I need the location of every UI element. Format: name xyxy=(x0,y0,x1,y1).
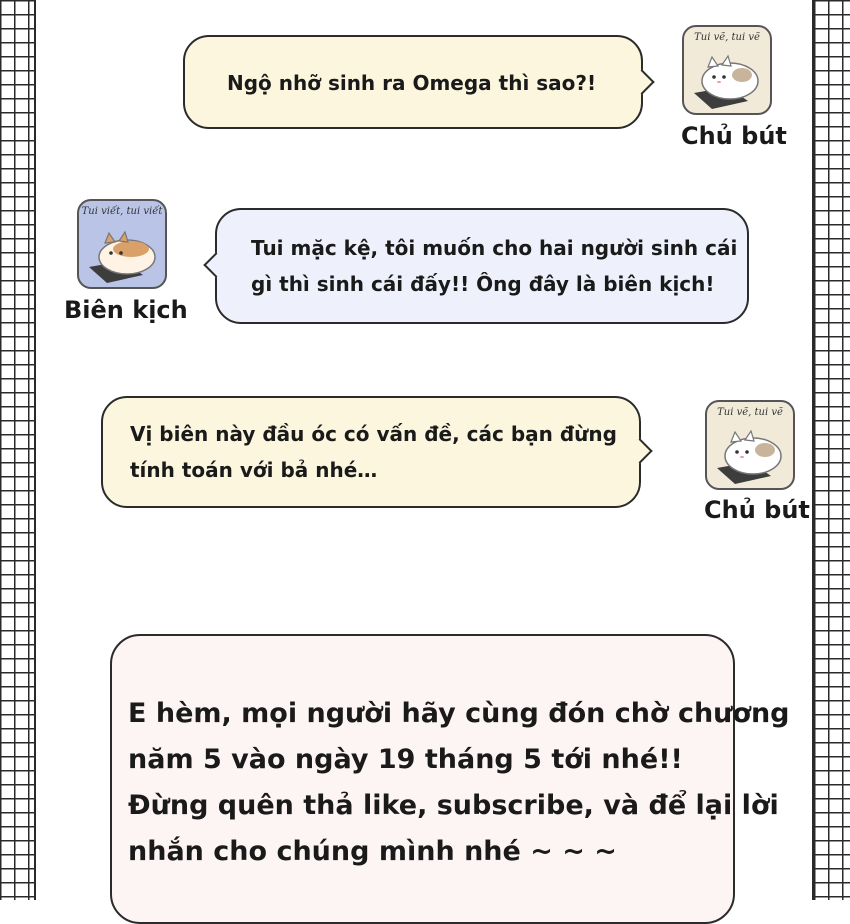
cat-on-laptop-icon xyxy=(713,424,789,486)
announcement-line: E hèm, mọi người hãy cùng đón chờ chương xyxy=(128,698,790,729)
cat-on-laptop-icon xyxy=(690,49,766,111)
announcement-line: Đừng quên thả like, subscribe, và để lại lời xyxy=(128,790,779,821)
message-line: tính toán với bả nhé… xyxy=(130,458,378,482)
avatar-bien-kich xyxy=(77,199,167,289)
bubble-tail xyxy=(627,438,652,463)
avatar-caption: Tui vẽ, tui vẽ xyxy=(717,407,783,418)
message-line: gì thì sinh cái đấy!! Ông đây là biên kịch! xyxy=(251,272,715,296)
speaker-name: Chủ bút xyxy=(681,122,787,150)
speaker-name: Biên kịch xyxy=(64,296,188,324)
announcement-line: năm 5 vào ngày 19 tháng 5 tới nhé!! xyxy=(128,744,683,775)
avatar-caption: Tui vẽ, tui vẽ xyxy=(694,32,760,43)
avatar-chu-but xyxy=(682,25,772,115)
chat-bubble-3 xyxy=(101,396,641,508)
message-line: Vị biên này đầu óc có vấn đề, các bạn đừng xyxy=(130,422,617,446)
announcement-line: nhắn cho chúng mình nhé ~ ~ ~ xyxy=(128,836,617,867)
bubble-tail xyxy=(203,252,228,277)
message-line: Tui mặc kệ, tôi muốn cho hai người sinh cái xyxy=(251,236,738,260)
avatar-caption: Tui viết, tui viết xyxy=(81,206,163,217)
grid-border-right xyxy=(812,0,850,900)
avatar-chu-but xyxy=(705,400,795,490)
chat-bubble-2 xyxy=(215,208,749,324)
cat-on-laptop-icon xyxy=(85,223,161,285)
chat-bubble-1 xyxy=(183,35,643,129)
bubble-tail xyxy=(629,69,654,94)
announcement-box xyxy=(110,634,790,924)
grid-border-left xyxy=(0,0,36,900)
message-line: Ngộ nhỡ sinh ra Omega thì sao?! xyxy=(227,71,597,95)
speaker-name: Chủ bút xyxy=(704,496,810,524)
